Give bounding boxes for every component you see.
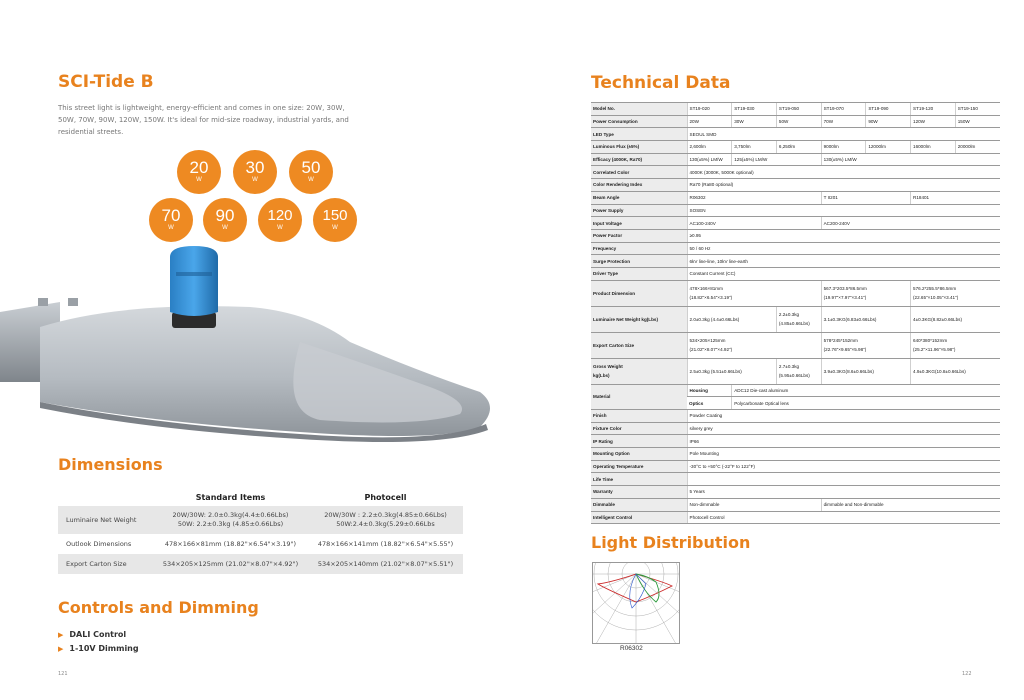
table-row: Mounting Option Pole Mounting (591, 448, 1000, 461)
table-row: Outlook Dimensions 478×166×81mm (18.82"×6.54"×3.19") 478×166×141mm (18.82"×6.54"×5.55") (66, 539, 454, 548)
table-row: Life Time (591, 473, 1000, 486)
table-row: Driver Type Constant Current (CC) (591, 267, 1000, 280)
wattage-badge-90: 90 W (203, 198, 247, 242)
control-item-dali: ▶ DALI Control (58, 630, 127, 639)
table-row: Product Dimension 478×166×81mm (18.82"×6.54"×3.19") 567.3*203.5*86.5mm (19.97"×7.97"×3.41") 576.2*255.5*86.5mm (22.65"×10.05"×3.41") (591, 280, 1000, 306)
light-distribution-title: Light Distribution (591, 533, 751, 552)
polar-diagram-caption: R06302 (620, 645, 643, 652)
wattage-badge-70: 70 W (149, 198, 193, 242)
wattage-badge-50: 50 W (289, 150, 333, 194)
table-row: Input Voltage AC100-240V AC200-240V (591, 217, 1000, 230)
intro-paragraph: This street light is lightweight, energy-efficient and comes in one size: 20W, 30W, 50W, 70W, 90W, 120W, 150W. It's ideal for mid-size roadway, industrial yards, and residential streets. (58, 104, 349, 136)
table-row: Operating Temperature -30°C to +50°C (-22°F to 122°F) (591, 460, 1000, 473)
table-row: Warranty 5 Years (591, 486, 1000, 499)
table-row: Intelligent Control Photocell Control (591, 511, 1000, 524)
street-light-fixture-image (0, 232, 500, 447)
table-row: Export Carton Size 534×205×125mm (21.02"×8.07"×4.92") 578*245*152mm (22.76"×9.65"×5.98") 640*380*152mm (25.2"×11.96"×5.98") (591, 332, 1000, 358)
technical-data-table (591, 102, 1000, 524)
dimensions-title: Dimensions (58, 455, 163, 474)
table-row: Fixture Color silvery grey (591, 422, 1000, 435)
table-row: Luminaire Net Weight 20W/30W: 2.0±0.3kg(4.4±0.66Lbs) 50W: 2.2±0.3kg (4.85±0.66Lbs) 20W/30W : 2.2±0.3kg(4.85±0.66Lbs) 50W:2.4±0.3kg(5.29±0.66Lbs (58, 506, 463, 534)
table-row: Model No. ST19-020 ST19-030 ST19-050 ST19-070 ST19-090 ST19-120 ST19-150 (591, 103, 1000, 116)
table-row: Dimmable Non-dimmable dimmable and Non-dimmable (591, 498, 1000, 511)
table-row: Efficacy (4000K, Ra70) 130(±5%) LM/W 125(±5%) LM/W 130(±5%) LM/W (591, 153, 1000, 166)
dimensions-header-empty (58, 488, 153, 506)
wattage-badge-120: 120 W (258, 198, 302, 242)
control-item-0-10v: ▶ 1-10V Dimming (58, 644, 139, 653)
table-row: Beam Angle R06302 T II201 R18401 (591, 191, 1000, 204)
table-row: Gross Weight kg(Lbs) 2.5±0.3kg (5.51±0.66Lbs) 2.7±0.3kg (5.95±0.66Lbs) 3.9±0.3KG(8.6±0.66Lbs) 4.9±0.3KG(10.8±0.66Lbs) (591, 358, 1000, 384)
product-title: SCI-Tide B (58, 72, 154, 92)
table-row: LED Type SEOUL SMD (591, 128, 1000, 141)
table-row: Frequency 50 / 60 Hz (591, 242, 1000, 255)
page-number-left: 121 (58, 671, 68, 677)
table-row: Export Carton Size 534×205×125mm (21.02"×8.07"×4.92") 534×205×140mm (21.02"×8.07"×5.51") (58, 554, 463, 574)
triangle-bullet-icon: ▶ (58, 631, 64, 639)
table-row: Power Consumption 20W 30W 50W 70W 90W 120W 150W (591, 115, 1000, 128)
table-row: Optics Polycarbonate Optical lens (591, 397, 1000, 410)
table-row: Luminous Flux (±5%) 2,600lm 3,750lm 6,250lm 9000lm 12000lm 16000lm 20000lm (591, 141, 1000, 154)
table-row: Luminaire Net Weight kg(Lbs) 2.0±0.3kg (4.4±0.66Lbs) 2.2±0.3kg (4.85±0.66Lbs) 3.1±0.3KG(6.83±0.66Lbs) 4±0.3KG(8.82±0.66Lbs) (591, 306, 1000, 332)
wattage-badge-150: 150 W (313, 198, 357, 242)
wattage-badge-20: 20 W (177, 150, 221, 194)
light-distribution-polar-diagram (592, 562, 680, 644)
page-number-right: 122 (962, 671, 972, 677)
dimensions-header-photocell: Photocell (364, 492, 407, 502)
table-row: Finish Powder Coating (591, 410, 1000, 423)
table-row: Correlated Color 4000K (3000K, 5000K optional) (591, 166, 1000, 179)
table-row: Material Housing ADC12 Die-cast aluminum (591, 384, 1000, 397)
wattage-badge-30: 30 W (233, 150, 277, 194)
table-row: Power Factor ≥0.95 (591, 229, 1000, 242)
technical-data-title: Technical Data (591, 73, 731, 93)
dimensions-header-standard: Standard Items (195, 492, 266, 502)
table-row: Surge Protection 6kV line-line, 10kV line-earth (591, 255, 1000, 268)
table-row: Color Rendering Index Ra70 (Ra80 optional) (591, 179, 1000, 192)
dimensions-table (58, 488, 463, 574)
table-row: Power Supply SOSEN (591, 204, 1000, 217)
table-row: IP Rating IP66 (591, 435, 1000, 448)
controls-title: Controls and Dimming (58, 598, 259, 617)
triangle-bullet-icon: ▶ (58, 645, 64, 653)
